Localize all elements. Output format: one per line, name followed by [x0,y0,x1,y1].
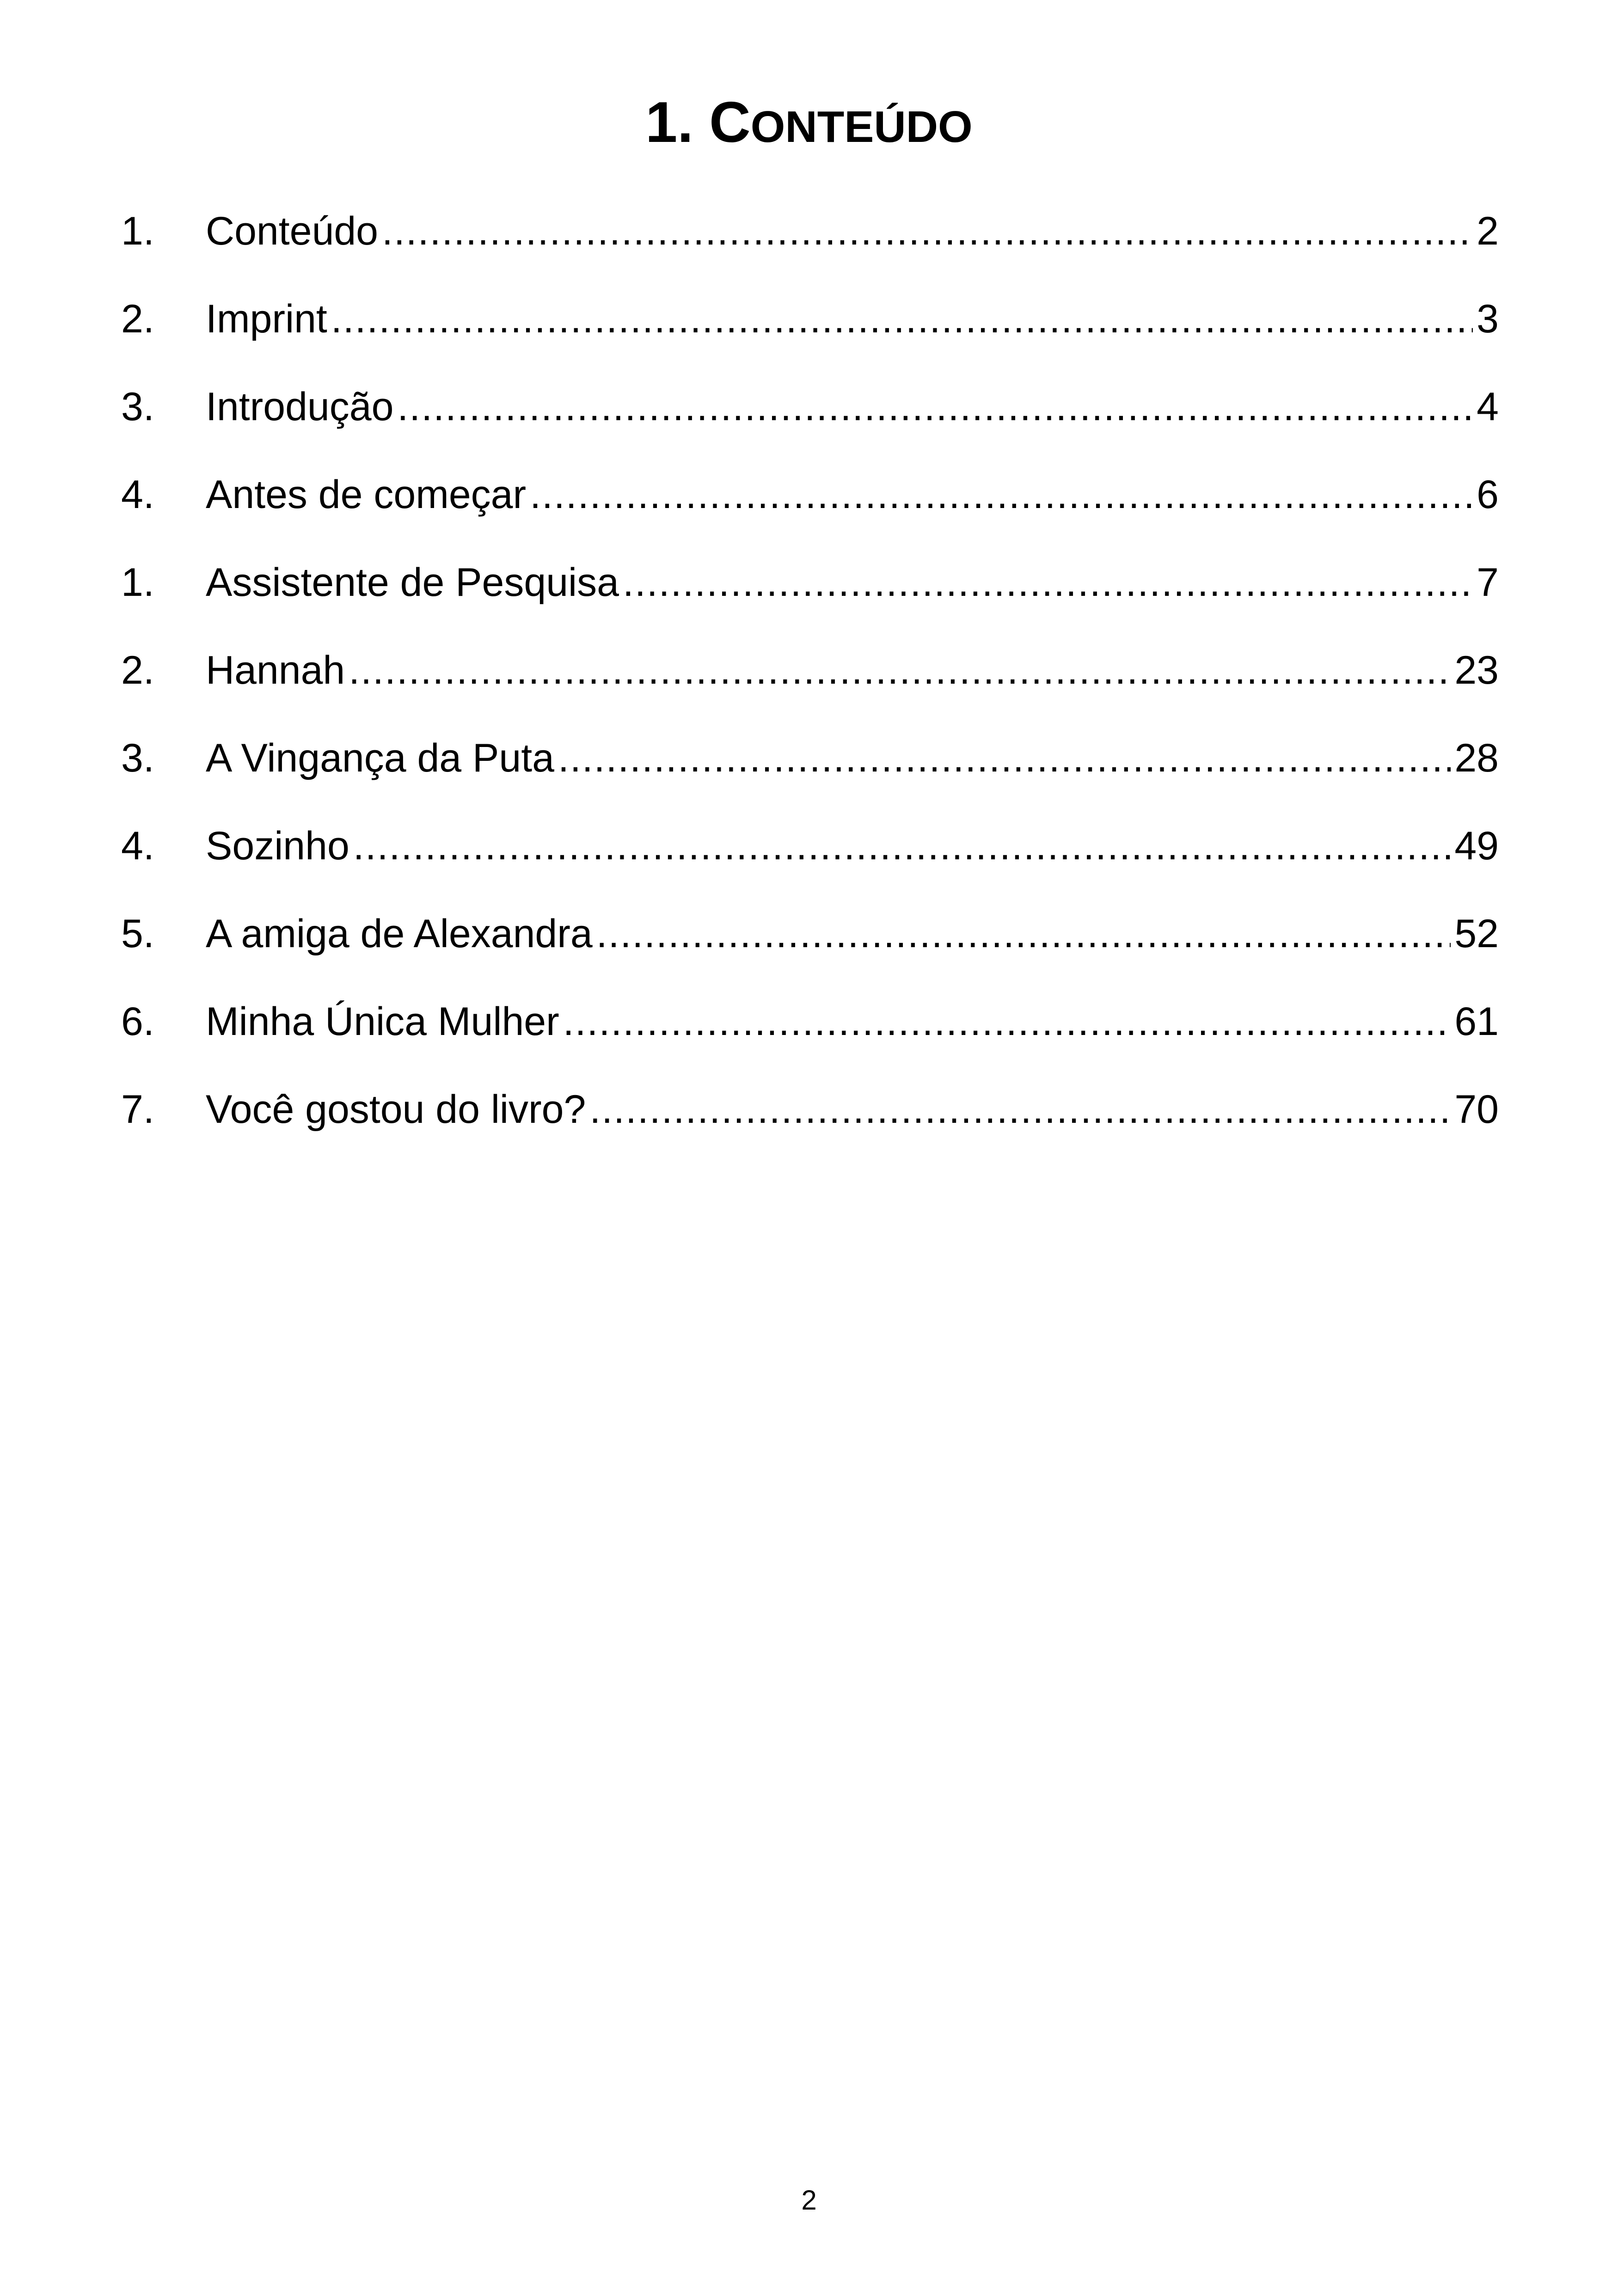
table-of-contents [121,187,1499,1153]
toc-entry-page: 3 [1477,297,1499,341]
toc-entry-title: Introdução [206,385,394,429]
toc-entry[interactable] [121,451,1499,539]
toc-entry-number: 3. [121,736,154,780]
toc-entry-number: 3. [121,385,154,429]
toc-entry[interactable] [121,363,1499,451]
toc-entry-title: Imprint [206,297,327,341]
toc-entry-title: Antes de começar [206,472,527,517]
toc-entry-number: 6. [121,999,154,1044]
toc-entry-page: 70 [1454,1087,1499,1132]
toc-entry[interactable] [121,978,1499,1065]
toc-entry-number: 5. [121,912,154,956]
toc-entry-page: 28 [1454,736,1499,780]
toc-entry-title: Conteúdo [206,209,378,253]
toc-entry-number: 7. [121,1087,154,1132]
toc-entry-page: 7 [1477,560,1499,605]
toc-entry-page: 49 [1454,824,1499,868]
toc-entry-page: 2 [1477,209,1499,253]
title-number: 1. [645,91,693,154]
toc-entry[interactable] [121,802,1499,890]
toc-entry[interactable] [121,539,1499,626]
title-first-letter: C [709,91,751,154]
toc-entry-title: Você gostou do livro? [206,1087,586,1132]
toc-dot-leader [558,735,1451,781]
toc-dot-leader [349,647,1451,693]
toc-dot-leader [397,384,1473,430]
toc-dot-leader [563,998,1451,1045]
toc-entry-title: Hannah [206,648,345,692]
toc-entry-title: Assistente de Pesquisa [206,560,619,605]
toc-entry[interactable] [121,1065,1499,1153]
toc-entry-page: 61 [1454,999,1499,1044]
toc-entry[interactable] [121,275,1499,363]
toc-entry-title: A amiga de Alexandra [206,912,593,956]
toc-dot-leader [382,208,1473,254]
toc-entry-page: 23 [1454,648,1499,692]
toc-entry-number: 1. [121,209,154,253]
toc-entry[interactable] [121,187,1499,275]
toc-entry[interactable] [121,714,1499,802]
toc-dot-leader [589,1086,1451,1133]
toc-dot-leader [623,559,1473,606]
toc-entry[interactable] [121,626,1499,714]
toc-entry-number: 4. [121,472,154,517]
toc-entry-number: 4. [121,824,154,868]
toc-entry-title: Minha Única Mulher [206,999,559,1044]
page-title [0,88,1618,162]
toc-entry-title: Sozinho [206,824,349,868]
toc-dot-leader [353,823,1451,869]
toc-dot-leader [530,471,1473,518]
toc-entry-number: 1. [121,560,154,605]
toc-entry-number: 2. [121,648,154,692]
title-rest: ONTEÚDO [750,102,973,152]
toc-entry-page: 6 [1477,472,1499,517]
toc-entry-number: 2. [121,297,154,341]
toc-entry-title: A Vingança da Puta [206,736,554,780]
toc-entry-page: 4 [1477,385,1499,429]
toc-entry-page: 52 [1454,912,1499,956]
toc-entry[interactable] [121,890,1499,978]
page-number-footer: 2 [801,2185,817,2216]
toc-dot-leader [596,911,1451,957]
toc-dot-leader [331,296,1473,342]
